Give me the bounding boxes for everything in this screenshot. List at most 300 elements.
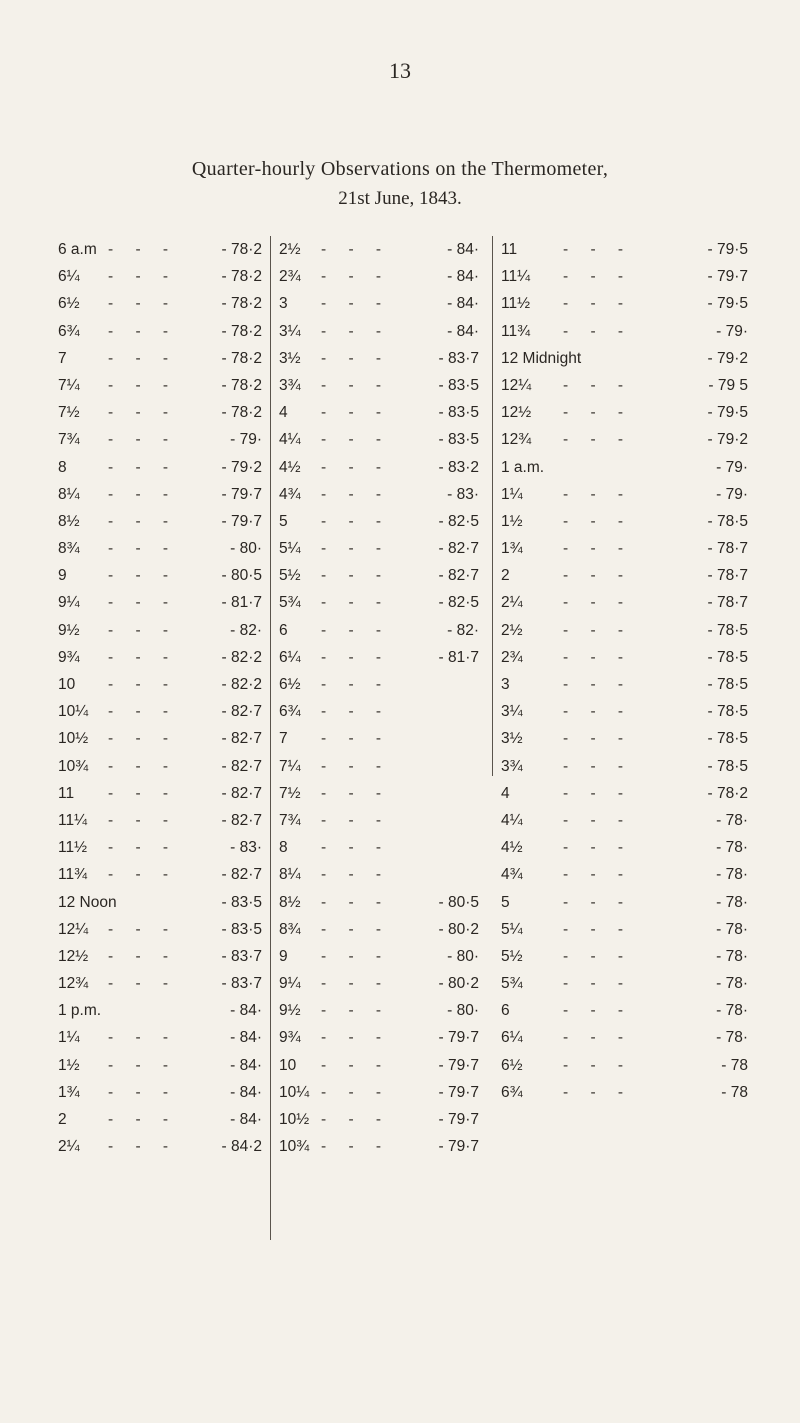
leader-dashes: - - - xyxy=(321,839,391,857)
table-row xyxy=(493,725,748,752)
leader-dashes: - - - xyxy=(563,1029,633,1047)
time-cell: 6¾ xyxy=(279,703,301,721)
table-row xyxy=(58,780,268,807)
time-cell: 8 xyxy=(58,458,67,476)
leader-dashes: - - - xyxy=(108,349,178,367)
temperature-cell: - 78 xyxy=(721,1083,748,1101)
time-cell: 2½ xyxy=(279,241,301,258)
leader-dashes: - - - xyxy=(563,567,633,585)
leader-dashes: - - - xyxy=(563,295,633,313)
leader-dashes: - - - xyxy=(563,268,633,286)
leader-dashes: - - - xyxy=(321,404,391,422)
time-cell: 4½ xyxy=(279,458,301,476)
table-row xyxy=(271,970,491,997)
temperature-cell: - 78·7 xyxy=(707,567,748,585)
temperature-cell: - 79·7 xyxy=(438,1029,479,1047)
leader-dashes: - - - xyxy=(563,866,633,884)
time-cell: 1¾ xyxy=(501,540,523,558)
temperature-cell: - 84· xyxy=(447,241,479,258)
leader-dashes: - - - xyxy=(563,975,633,993)
temperature-cell: - 78 xyxy=(721,1056,748,1074)
temperature-cell: - 82·7 xyxy=(221,703,262,721)
time-cell: 4¼ xyxy=(501,811,523,829)
time-cell: 3¼ xyxy=(501,703,523,721)
table-row xyxy=(58,454,268,481)
leader-dashes: - - - xyxy=(108,458,178,476)
time-cell: 12 Noon xyxy=(58,893,117,911)
leader-dashes: - - - xyxy=(321,540,391,558)
leader-dashes: - - - xyxy=(321,975,391,993)
temperature-cell: - 83·5 xyxy=(438,404,479,422)
table-row xyxy=(271,263,491,290)
time-cell: 8¼ xyxy=(279,866,301,884)
temperature-cell: - 78· xyxy=(716,811,748,829)
table-row xyxy=(58,807,268,834)
time-cell: 3½ xyxy=(501,730,523,748)
table-row xyxy=(58,318,268,345)
time-cell: 7¾ xyxy=(279,811,301,829)
table-row xyxy=(493,399,748,426)
time-cell: 11½ xyxy=(58,839,88,857)
time-cell: 7 xyxy=(58,349,67,367)
table-row xyxy=(58,725,268,752)
temperature-cell: - 78·5 xyxy=(707,703,748,721)
temperature-cell: - 82·5 xyxy=(438,594,479,612)
leader-dashes: - - - xyxy=(321,268,391,286)
temperature-cell: - 83·5 xyxy=(221,893,262,911)
time-cell: 10 xyxy=(58,676,76,693)
leader-dashes: - - - xyxy=(321,676,391,693)
time-cell: 6¼ xyxy=(279,648,301,666)
table-row xyxy=(271,834,491,861)
temperature-cell: - 79·7 xyxy=(438,1111,479,1128)
leader-dashes: - - - xyxy=(108,839,178,857)
leader-dashes: - - - xyxy=(108,920,178,938)
table-row xyxy=(58,535,268,562)
temperature-cell: - 78· xyxy=(716,893,748,911)
table-row xyxy=(493,753,748,780)
time-cell: 1¼ xyxy=(501,485,523,503)
leader-dashes: - - - xyxy=(108,866,178,884)
leader-dashes: - - - xyxy=(108,784,178,802)
leader-dashes: - - - xyxy=(563,947,633,965)
time-cell: 4½ xyxy=(501,839,523,857)
time-cell: 3½ xyxy=(279,349,301,367)
time-cell: 8 xyxy=(279,839,288,857)
table-row xyxy=(271,236,491,263)
leader-dashes: - - - xyxy=(108,567,178,585)
leader-dashes: - - - xyxy=(563,1002,633,1020)
time-cell: 12½ xyxy=(501,404,532,422)
observation-column-3 xyxy=(492,236,748,1101)
time-cell: 9¼ xyxy=(58,594,80,612)
leader-dashes: - - - xyxy=(108,1111,178,1128)
temperature-cell: - 79·7 xyxy=(438,1056,479,1074)
leader-dashes: - - - xyxy=(563,594,633,612)
leader-dashes: - - - xyxy=(563,839,633,857)
time-cell: 12¼ xyxy=(501,376,532,394)
temperature-cell: - 78· xyxy=(716,920,748,938)
table-row xyxy=(271,753,491,780)
table-row xyxy=(493,889,748,916)
table-row xyxy=(493,780,748,807)
leader-dashes: - - - xyxy=(108,1056,178,1074)
table-row xyxy=(271,671,491,698)
temperature-cell: - 80· xyxy=(230,540,262,558)
table-row xyxy=(493,263,748,290)
time-cell: 1½ xyxy=(501,512,523,530)
leader-dashes: - - - xyxy=(108,295,178,313)
time-cell: 8¾ xyxy=(279,920,301,938)
table-row xyxy=(58,861,268,888)
leader-dashes: - - - xyxy=(108,975,178,993)
time-cell: 10½ xyxy=(58,730,89,748)
leader-dashes: - - - xyxy=(108,376,178,394)
time-cell: 11 xyxy=(501,241,518,258)
table-row xyxy=(58,426,268,453)
temperature-cell: - 80·5 xyxy=(221,567,262,585)
time-cell: 12¾ xyxy=(501,431,532,449)
table-row xyxy=(58,916,268,943)
time-cell: 8½ xyxy=(279,893,301,911)
leader-dashes: - - - xyxy=(563,621,633,639)
table-row xyxy=(493,589,748,616)
time-cell: 2¼ xyxy=(58,1138,80,1156)
table-row xyxy=(58,481,268,508)
table-row xyxy=(493,807,748,834)
time-cell: 5 xyxy=(279,512,288,530)
time-cell: 12¾ xyxy=(58,975,89,993)
temperature-cell: - 78· xyxy=(716,1029,748,1047)
time-cell: 7½ xyxy=(58,404,80,422)
leader-dashes: - - - xyxy=(321,567,391,585)
time-cell: 9¾ xyxy=(279,1029,301,1047)
leader-dashes: - - - xyxy=(108,241,178,258)
table-row xyxy=(58,753,268,780)
table-row xyxy=(271,399,491,426)
time-cell: 1¼ xyxy=(58,1029,80,1047)
temperature-cell: - 79·7 xyxy=(438,1083,479,1101)
table-row xyxy=(493,372,748,399)
time-cell: 3¼ xyxy=(279,322,301,340)
time-cell: 9½ xyxy=(279,1002,301,1020)
time-cell: 4¾ xyxy=(279,485,301,503)
table-row xyxy=(493,644,748,671)
time-cell: 7¾ xyxy=(58,431,80,449)
leader-dashes: - - - xyxy=(563,648,633,666)
temperature-cell: - 78·2 xyxy=(221,268,262,286)
leader-dashes: - - - xyxy=(321,947,391,965)
temperature-cell: - 78· xyxy=(716,975,748,993)
time-cell: 6½ xyxy=(501,1056,523,1074)
temperature-cell: - 78·2 xyxy=(221,376,262,394)
temperature-cell: - 83·2 xyxy=(438,458,479,476)
temperature-cell: - 80·5 xyxy=(438,893,479,911)
temperature-cell: - 84· xyxy=(447,295,479,313)
time-cell: 10½ xyxy=(279,1111,310,1128)
temperature-cell: - 79·2 xyxy=(707,349,748,367)
table-row xyxy=(493,562,748,589)
table-row xyxy=(58,1106,268,1133)
leader-dashes: - - - xyxy=(108,621,178,639)
leader-dashes: - - - xyxy=(108,404,178,422)
table-row xyxy=(493,970,748,997)
temperature-cell: - 83·7 xyxy=(221,975,262,993)
temperature-cell: - 82·7 xyxy=(438,567,479,585)
table-row xyxy=(271,943,491,970)
temperature-cell: - 82·7 xyxy=(221,784,262,802)
leader-dashes: - - - xyxy=(321,1083,391,1101)
temperature-cell: - 82·5 xyxy=(438,512,479,530)
leader-dashes: - - - xyxy=(563,676,633,693)
temperature-cell: - 83·5 xyxy=(438,431,479,449)
table-row xyxy=(493,916,748,943)
temperature-cell: - 78·7 xyxy=(707,540,748,558)
time-cell: 9½ xyxy=(58,621,80,639)
temperature-cell: - 84·2 xyxy=(221,1138,262,1156)
temperature-cell: - 78·5 xyxy=(707,648,748,666)
temperature-cell: - 79·5 xyxy=(707,404,748,422)
temperature-cell: - 82·2 xyxy=(221,676,262,693)
table-row xyxy=(58,508,268,535)
temperature-cell: - 83· xyxy=(447,485,479,503)
leader-dashes: - - - xyxy=(563,1083,633,1101)
table-row xyxy=(58,236,268,263)
table-row xyxy=(58,1079,268,1106)
time-cell: 6½ xyxy=(279,676,301,693)
table-row xyxy=(271,562,491,589)
leader-dashes: - - - xyxy=(321,1138,391,1156)
time-cell: 12 Midnight xyxy=(501,349,582,367)
leader-dashes: - - - xyxy=(108,703,178,721)
table-row xyxy=(271,1079,491,1106)
table-row xyxy=(493,1079,748,1106)
leader-dashes: - - - xyxy=(563,730,633,748)
time-cell: 6¾ xyxy=(501,1083,523,1101)
time-cell: 3 xyxy=(501,676,510,693)
temperature-cell: - 84· xyxy=(230,1083,262,1101)
time-cell: 4 xyxy=(279,404,288,422)
time-cell: 11¼ xyxy=(58,811,88,829)
temperature-cell: - 82·7 xyxy=(221,757,262,775)
temperature-cell: - 82·7 xyxy=(438,540,479,558)
table-row xyxy=(493,535,748,562)
temperature-cell: - 84· xyxy=(230,1111,262,1128)
table-row xyxy=(271,725,491,752)
table-row xyxy=(58,263,268,290)
table-row xyxy=(271,889,491,916)
leader-dashes: - - - xyxy=(321,594,391,612)
temperature-cell: - 78·2 xyxy=(221,295,262,313)
table-row xyxy=(271,861,491,888)
temperature-cell: - 81·7 xyxy=(221,594,262,612)
leader-dashes: - - - xyxy=(321,322,391,340)
temperature-cell: - 78·2 xyxy=(707,784,748,802)
leader-dashes: - - - xyxy=(108,268,178,286)
table-row xyxy=(493,1052,748,1079)
time-cell: 6½ xyxy=(58,295,80,313)
time-cell: 6 xyxy=(279,621,288,639)
temperature-cell: - 79· xyxy=(716,485,748,503)
table-row xyxy=(271,372,491,399)
table-row xyxy=(58,834,268,861)
table-row xyxy=(58,589,268,616)
temperature-cell: - 80· xyxy=(447,947,479,965)
time-cell: 8¼ xyxy=(58,485,80,503)
temperature-cell: - 82·2 xyxy=(221,648,262,666)
table-row xyxy=(58,372,268,399)
leader-dashes: - - - xyxy=(563,811,633,829)
table-row xyxy=(271,780,491,807)
temperature-cell: - 79·7 xyxy=(221,512,262,530)
leader-dashes: - - - xyxy=(321,1111,391,1128)
table-row xyxy=(271,1024,491,1051)
time-cell: 2¼ xyxy=(501,594,523,612)
time-cell: 1 p.m. xyxy=(58,1002,102,1020)
temperature-cell: - 83·5 xyxy=(221,920,262,938)
temperature-cell: - 83·7 xyxy=(221,947,262,965)
time-cell: 1 a.m. xyxy=(501,458,545,476)
temperature-cell: - 78·5 xyxy=(707,676,748,693)
time-cell: 10¼ xyxy=(58,703,89,721)
leader-dashes: - - - xyxy=(108,676,178,693)
table-row xyxy=(493,834,748,861)
table-row xyxy=(58,889,268,916)
time-cell: 7¼ xyxy=(279,757,301,775)
leader-dashes: - - - xyxy=(321,920,391,938)
leader-dashes: - - - xyxy=(108,485,178,503)
time-cell: 5½ xyxy=(279,567,301,585)
leader-dashes: - - - xyxy=(563,703,633,721)
table-row xyxy=(58,943,268,970)
leader-dashes: - - - xyxy=(321,1002,391,1020)
temperature-cell: - 79·7 xyxy=(438,1138,479,1156)
time-cell: 8½ xyxy=(58,512,80,530)
leader-dashes: - - - xyxy=(321,1029,391,1047)
time-cell: 10¼ xyxy=(279,1083,310,1101)
table-row xyxy=(493,698,748,725)
temperature-cell: - 79·5 xyxy=(707,241,748,258)
leader-dashes: - - - xyxy=(563,404,633,422)
table-row xyxy=(271,535,491,562)
time-cell: 2 xyxy=(501,567,510,585)
leader-dashes: - - - xyxy=(321,512,391,530)
table-row xyxy=(493,943,748,970)
table-row xyxy=(493,861,748,888)
temperature-cell: - 83· xyxy=(230,839,262,857)
time-cell: 3 xyxy=(279,295,288,313)
table-row xyxy=(493,508,748,535)
temperature-cell: - 78·5 xyxy=(707,757,748,775)
temperature-cell: - 82·7 xyxy=(221,811,262,829)
time-cell: 3¾ xyxy=(279,376,301,394)
table-row xyxy=(271,916,491,943)
leader-dashes: - - - xyxy=(563,920,633,938)
temperature-cell: - 84· xyxy=(447,322,479,340)
table-row xyxy=(58,698,268,725)
leader-dashes: - - - xyxy=(108,1138,178,1156)
leader-dashes: - - - xyxy=(321,349,391,367)
temperature-cell: - 78· xyxy=(716,839,748,857)
temperature-cell: - 82·7 xyxy=(221,730,262,748)
table-row xyxy=(493,426,748,453)
leader-dashes: - - - xyxy=(321,811,391,829)
table-row xyxy=(58,671,268,698)
temperature-cell: - 79· xyxy=(230,431,262,449)
time-cell: 4 xyxy=(501,784,510,802)
time-cell: 10¾ xyxy=(279,1138,310,1156)
leader-dashes: - - - xyxy=(321,757,391,775)
leader-dashes: - - - xyxy=(563,322,633,340)
temperature-cell: - 84· xyxy=(230,1056,262,1074)
time-cell: 2 xyxy=(58,1111,67,1128)
temperature-cell: - 84· xyxy=(230,1002,262,1020)
time-cell: 6¼ xyxy=(501,1029,523,1047)
table-row xyxy=(271,589,491,616)
time-cell: 11¼ xyxy=(501,268,531,286)
leader-dashes: - - - xyxy=(563,540,633,558)
temperature-cell: - 82·7 xyxy=(221,866,262,884)
temperature-cell: - 81·7 xyxy=(438,648,479,666)
time-cell: 8¾ xyxy=(58,540,80,558)
leader-dashes: - - - xyxy=(108,1083,178,1101)
time-cell: 5¾ xyxy=(279,594,301,612)
table-row xyxy=(271,290,491,317)
table-row xyxy=(493,345,748,372)
time-cell: 5½ xyxy=(501,947,523,965)
leader-dashes: - - - xyxy=(321,730,391,748)
time-cell: 4¼ xyxy=(279,431,301,449)
table-row xyxy=(271,1052,491,1079)
leader-dashes: - - - xyxy=(321,648,391,666)
table-row xyxy=(271,644,491,671)
document-date: 21st June, 1843. xyxy=(338,188,462,209)
leader-dashes: - - - xyxy=(321,784,391,802)
table-row xyxy=(493,617,748,644)
table-row xyxy=(58,1024,268,1051)
temperature-cell: - 79· xyxy=(716,458,748,476)
temperature-cell: - 78·2 xyxy=(221,349,262,367)
table-row xyxy=(271,454,491,481)
time-cell: 10¾ xyxy=(58,757,89,775)
observation-column-2 xyxy=(270,236,491,1240)
table-row xyxy=(271,997,491,1024)
leader-dashes: - - - xyxy=(321,893,391,911)
leader-dashes: - - - xyxy=(108,648,178,666)
temperature-cell: - 84· xyxy=(230,1029,262,1047)
temperature-cell: - 79·5 xyxy=(707,295,748,313)
table-row xyxy=(493,997,748,1024)
table-row xyxy=(58,617,268,644)
time-cell: 2¾ xyxy=(501,648,523,666)
table-row xyxy=(493,318,748,345)
table-row xyxy=(271,698,491,725)
leader-dashes: - - - xyxy=(321,241,391,258)
leader-dashes: - - - xyxy=(321,866,391,884)
table-row xyxy=(493,671,748,698)
time-cell: 7 xyxy=(279,730,288,748)
leader-dashes: - - - xyxy=(321,295,391,313)
leader-dashes: - - - xyxy=(108,730,178,748)
leader-dashes: - - - xyxy=(563,1056,633,1074)
time-cell: 7¼ xyxy=(58,376,80,394)
time-cell: 6 a.m xyxy=(58,241,97,258)
leader-dashes: - - - xyxy=(108,947,178,965)
table-row xyxy=(271,318,491,345)
table-row xyxy=(58,644,268,671)
time-cell: 6¼ xyxy=(58,268,80,286)
temperature-cell: - 83·5 xyxy=(438,376,479,394)
